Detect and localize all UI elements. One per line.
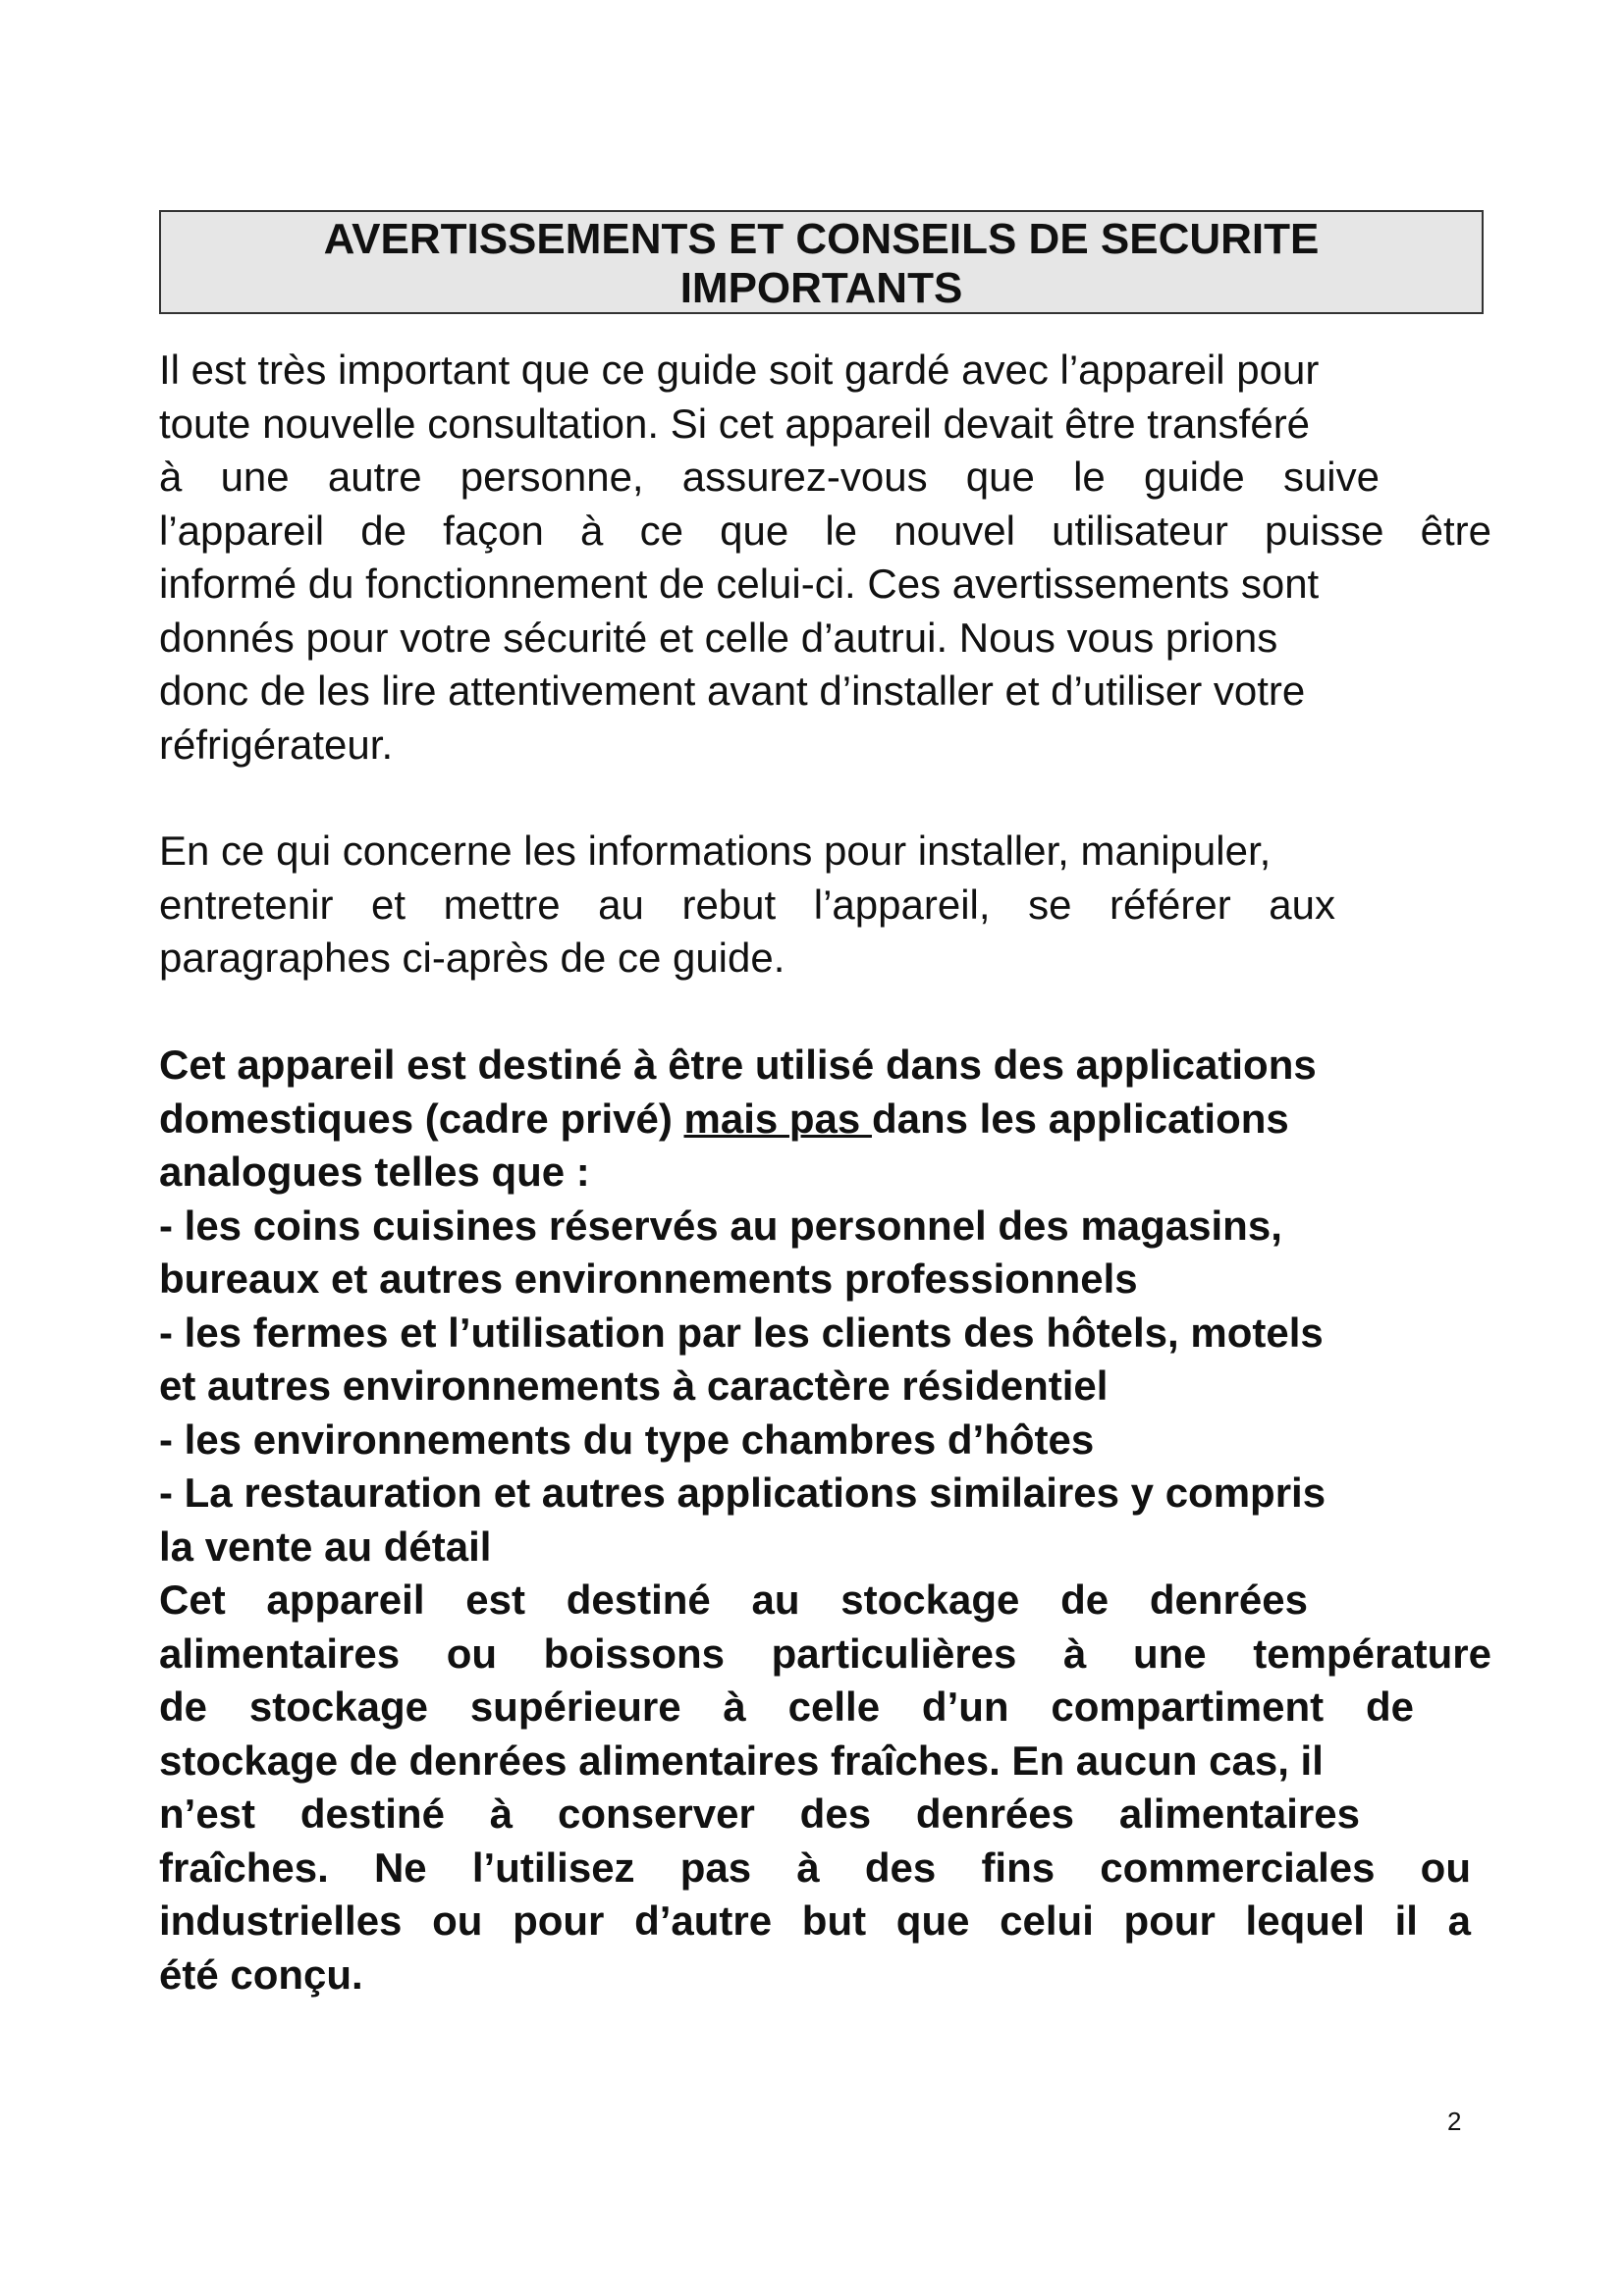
reference-line: entretenir et mettre au rebut l’appareil, se référer aux [159, 881, 1335, 928]
storage-paragraph [159, 1574, 1494, 2002]
storage-line: Cet appareil est destiné au stockage de denrées [159, 1576, 1308, 1623]
underlined-text: mais pas [683, 1095, 872, 1142]
intro-line: donnés pour votre sécurité et celle d’autrui. Nous vous prions [159, 614, 1278, 661]
storage-line: alimentaires ou boissons particulières à une température [159, 1629, 1491, 1677]
intro-paragraph [159, 344, 1494, 772]
list-item: - La restauration et autres applications similaires y compris [159, 1469, 1326, 1516]
list-item: la vente au détail [159, 1522, 492, 1570]
intro-line: toute nouvelle consultation. Si cet appareil devait être transféré [159, 400, 1311, 447]
reference-line: paragraphes ci-après de ce guide. [159, 934, 785, 981]
storage-line: industrielles ou pour d’autre but que celui pour lequel il a [159, 1897, 1471, 1944]
storage-line: été conçu. [159, 1950, 363, 1998]
intro-line: à une autre personne, assurez-vous que le guide suive [159, 454, 1380, 500]
storage-line: fraîches. Ne l’utilisez pas à des fins commerciales ou [159, 1843, 1471, 1891]
list-item: - les environnements du type chambres d’hôtes [159, 1415, 1095, 1463]
list-item: bureaux et autres environnements professionnels [159, 1255, 1138, 1302]
usage-paragraph [159, 1039, 1494, 1574]
intro-line: réfrigérateur. [159, 721, 394, 768]
usage-text: domestiques (cadre privé) [159, 1095, 684, 1142]
reference-paragraph [159, 825, 1494, 986]
intro-line: informé du fonctionnement de celui-ci. Ces avertissements sont [159, 561, 1320, 607]
storage-line: stockage de denrées alimentaires fraîches. En aucun cas, il [159, 1736, 1324, 1784]
page-number: 2 [1447, 2107, 1462, 2136]
title-line-1: AVERTISSEMENTS ET CONSEILS DE SECURITE [323, 215, 1320, 263]
usage-line [159, 1093, 1494, 1147]
usage-text: dans les applications [871, 1095, 1289, 1142]
storage-line: de stockage supérieure à celle d’un compartiment de [159, 1683, 1414, 1730]
intro-line: Il est très important que ce guide soit gardé avec l’appareil pour [159, 347, 1320, 393]
list-item: - les coins cuisines réservés au personnel des magasins, [159, 1201, 1282, 1249]
usage-line: analogues telles que : [159, 1148, 590, 1195]
usage-line: Cet appareil est destiné à être utilisé dans des applications [159, 1041, 1317, 1088]
intro-line: donc de les lire attentivement avant d’installer et d’utiliser votre [159, 667, 1306, 714]
page-title [159, 210, 1484, 314]
storage-line: n’est destiné à conserver des denrées alimentaires [159, 1790, 1360, 1837]
list-item: et autres environnements à caractère résidentiel [159, 1362, 1109, 1409]
intro-line: l’appareil de façon à ce que le nouvel utilisateur puisse être [159, 507, 1491, 554]
title-line-2: IMPORTANTS [679, 264, 963, 312]
reference-line: En ce qui concerne les informations pour installer, manipuler, [159, 828, 1272, 874]
list-item: - les fermes et l’utilisation par les clients des hôtels, motels [159, 1308, 1324, 1356]
